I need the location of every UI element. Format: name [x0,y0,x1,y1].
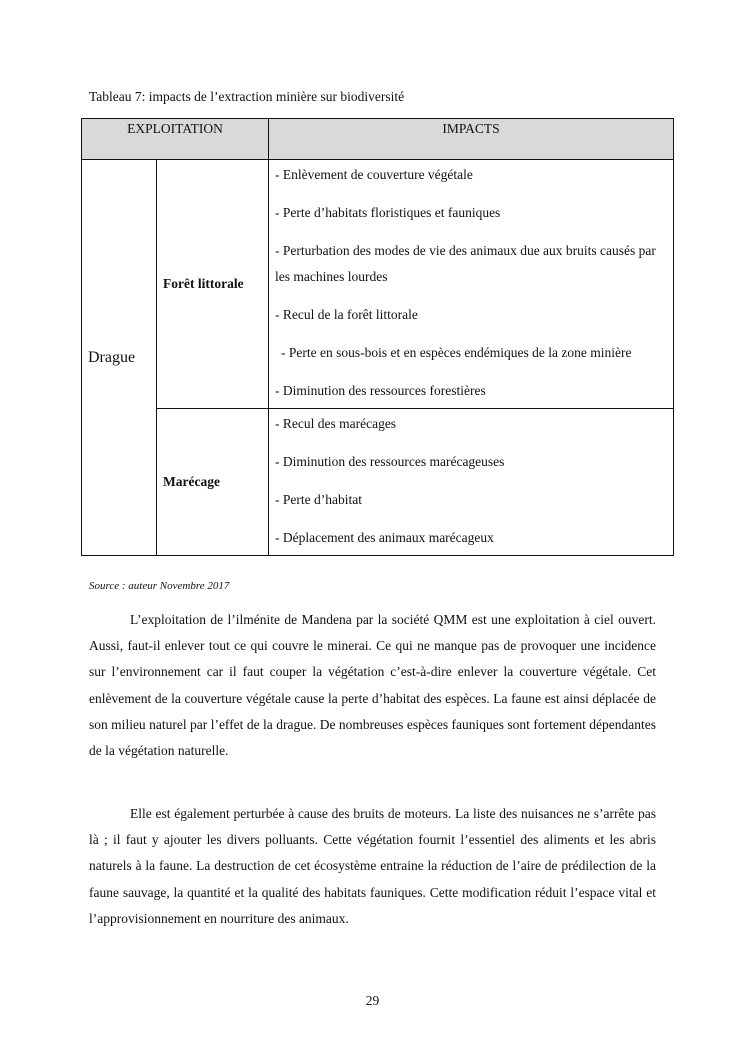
header-impacts: IMPACTS [269,119,674,160]
impact-item: - Perte d’habitats floristiques et fauniques [275,205,501,220]
impacts-cell-foret [269,160,674,409]
header-exploitation: EXPLOITATION [82,119,269,160]
impact-item: - Recul de la forêt littorale [275,307,418,322]
milieu-cell-foret: Forêt littorale [157,160,269,409]
table-caption: Tableau 7: impacts de l’extraction minière sur biodiversité [89,89,405,104]
impact-item: - Perte d’habitat [275,492,362,507]
impact-item: - Perturbation des modes de vie des animaux due aux bruits causés par les machines lourdes [275,243,656,284]
page-number: 29 [365,993,380,1008]
table-source: Source : auteur Novembre 2017 [89,580,230,592]
table-row [82,409,674,556]
table-row [82,160,674,409]
impact-item: - Enlèvement de couverture végétale [275,167,473,182]
table-header-row [82,119,674,160]
impact-item: - Diminution des ressources forestières [275,383,486,398]
exploitation-cell: Drague [82,160,157,556]
impact-item: - Recul des marécages [275,416,397,431]
paragraph-1: L’exploitation de l’ilménite de Mandena par la société QMM est une exploitation à ciel ouvert. Aussi, faut-il enlever tout ce qui couvre le minerai. Ce qui ne manque pas de provoquer une incidence sur l’environnement car il faut couper la végétation c’est-à-dire enlever la couverture végétale. Cet enlèvement de la couverture végétale cause la perte d’habitat des espèces. La faune est ainsi déplacée de son milieu naturel par l’effet de la drague. De nombreuses espèces fauniques sont fortement dépendantes de la végétation naturelle. [89,612,656,759]
impact-item: - Diminution des ressources marécageuses [275,454,505,469]
milieu-cell-marecage: Marécage [157,409,269,556]
impact-item: - Perte en sous-bois et en espèces endémiques de la zone minière [281,345,632,360]
paragraph-2: Elle est également perturbée à cause des bruits de moteurs. La liste des nuisances ne s’arrête pas là ; il faut y ajouter les divers polluants. Cette végétation fournit l’essentiel des aliments et les abris naturels à la faune. La destruction de cet écosystème entraine la réduction de l’aire de prédilection de la faune sauvage, la quantité et la qualité des habitats fauniques. Cette modification réduit l’espace vital et l’approvisionnement en nourriture des animaux. [89,806,656,926]
impact-item: - Déplacement des animaux marécageux [275,530,494,545]
impacts-cell-marecage [269,409,674,556]
impacts-table [81,118,674,556]
